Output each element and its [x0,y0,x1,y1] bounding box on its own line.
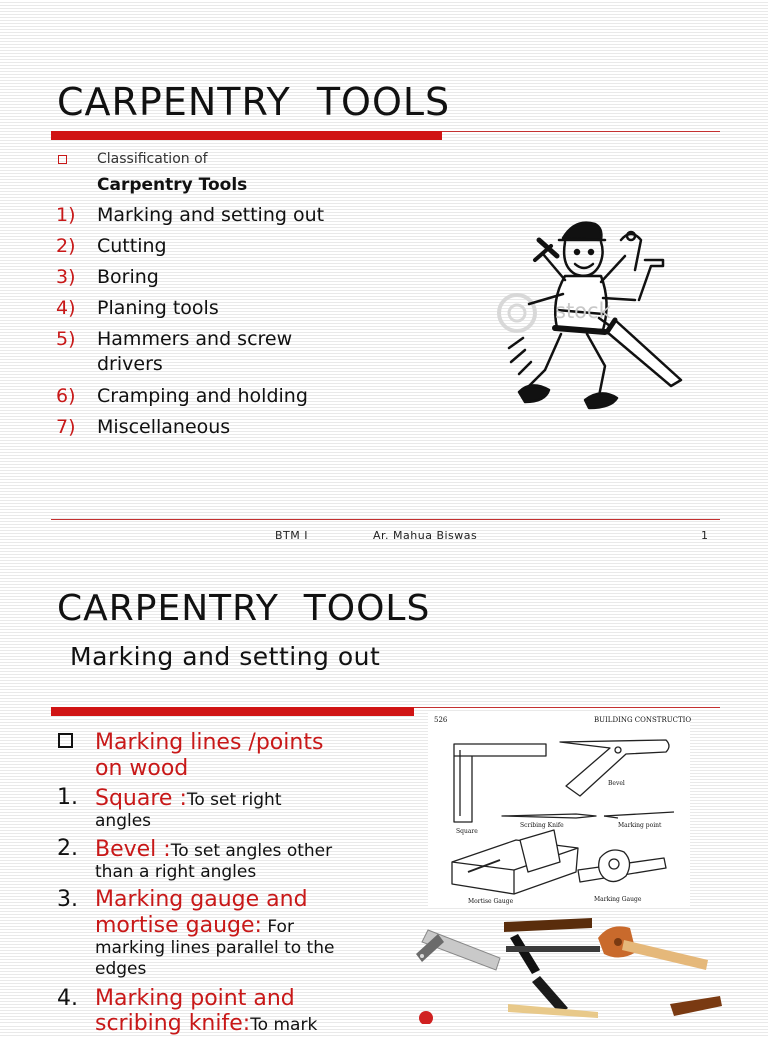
photo-try-square [416,930,500,970]
watermark-text: stock [555,299,611,323]
photo-bevel [504,918,600,1014]
figure-label-marking-gauge: Marking Gauge [594,896,642,903]
photo-extra-tools [419,996,722,1024]
figure-label-mortise-gauge: Mortise Gauge [468,898,514,905]
item-description: To set right [186,790,282,810]
footer-page-number: 1 [701,529,709,542]
list-item-gauge [95,913,294,940]
item-heading: Marking gauge and [95,887,308,912]
list-number: 1) [56,204,76,226]
item-heading-continued: mortise gauge: [95,913,262,938]
marking-tools-figure [428,712,690,908]
list-number: 5) [56,328,76,350]
figure-label-square: Square [456,828,478,835]
item-description-continued: angles [95,811,152,831]
photo-marking-gauge [598,926,708,970]
slide-1-title: CARPENTRY TOOLS [57,80,451,124]
slide-2-title: CARPENTRY TOOLS [57,588,431,629]
item-description-continued: edges [95,959,147,979]
list-item: Miscellaneous [97,416,231,438]
footer-course: BTM I [275,529,308,542]
item-heading: Bevel : [95,837,171,862]
item-heading-continued: scribing knife: [95,1011,251,1036]
square-bullet-icon [58,733,73,748]
list-number: 3. [57,887,78,912]
footer-rule [51,519,720,520]
list-number: 2. [57,836,78,861]
list-item: Marking and setting out [97,204,325,226]
footer-author: Ar. Mahua Biswas [373,529,478,542]
list-item: Boring [97,266,159,288]
list-number: 7) [56,416,76,438]
lead-text-continued: on wood [95,756,189,781]
list-number: 6) [56,385,76,407]
list-item-continued: drivers [97,353,163,375]
item-description: For [261,917,294,937]
item-description-continued: than a right angles [95,862,257,882]
figure-page-number: 526 [434,716,448,724]
list-subtitle: Carpentry Tools [97,175,248,195]
list-number: 1. [57,785,78,810]
figure-label-scribing-knife: Scribing Knife [520,822,564,829]
title-rule-thick [51,131,442,140]
item-heading: Marking point and [95,986,295,1011]
marking-tools-photos [408,912,728,1024]
list-item: Cutting [97,235,167,257]
marking-tools-drawing [428,712,690,908]
list-item: Planing tools [97,297,219,319]
list-item-square [95,786,282,813]
list-item: Hammers and screw [97,328,293,350]
list-number: 3) [56,266,76,288]
list-item-bevel [95,837,332,864]
item-description: To set angles other [170,841,333,861]
subtitle-rule-thin [414,707,720,708]
intro-text: Classification of [97,151,208,167]
item-description: To mark [250,1015,318,1035]
item-description-continued: marking lines parallel to the [95,938,335,958]
list-item: Cramping and holding [97,385,308,407]
list-number: 4) [56,297,76,319]
title-rule-thin [442,131,720,132]
square-bullet-icon [58,155,67,164]
figure-label-marking-point: Marking point [618,822,662,829]
item-heading: Square : [95,786,187,811]
list-number: 4. [57,986,78,1011]
figure-label-bevel: Bevel [608,780,625,787]
subtitle-rule-thick [51,707,414,716]
list-number: 2) [56,235,76,257]
figure-running-header: BUILDING CONSTRUCTIO [594,716,692,724]
lead-text: Marking lines /points [95,730,324,755]
list-item-marking-point [95,1011,317,1038]
slide-2-subtitle: Marking and setting out [70,642,381,671]
